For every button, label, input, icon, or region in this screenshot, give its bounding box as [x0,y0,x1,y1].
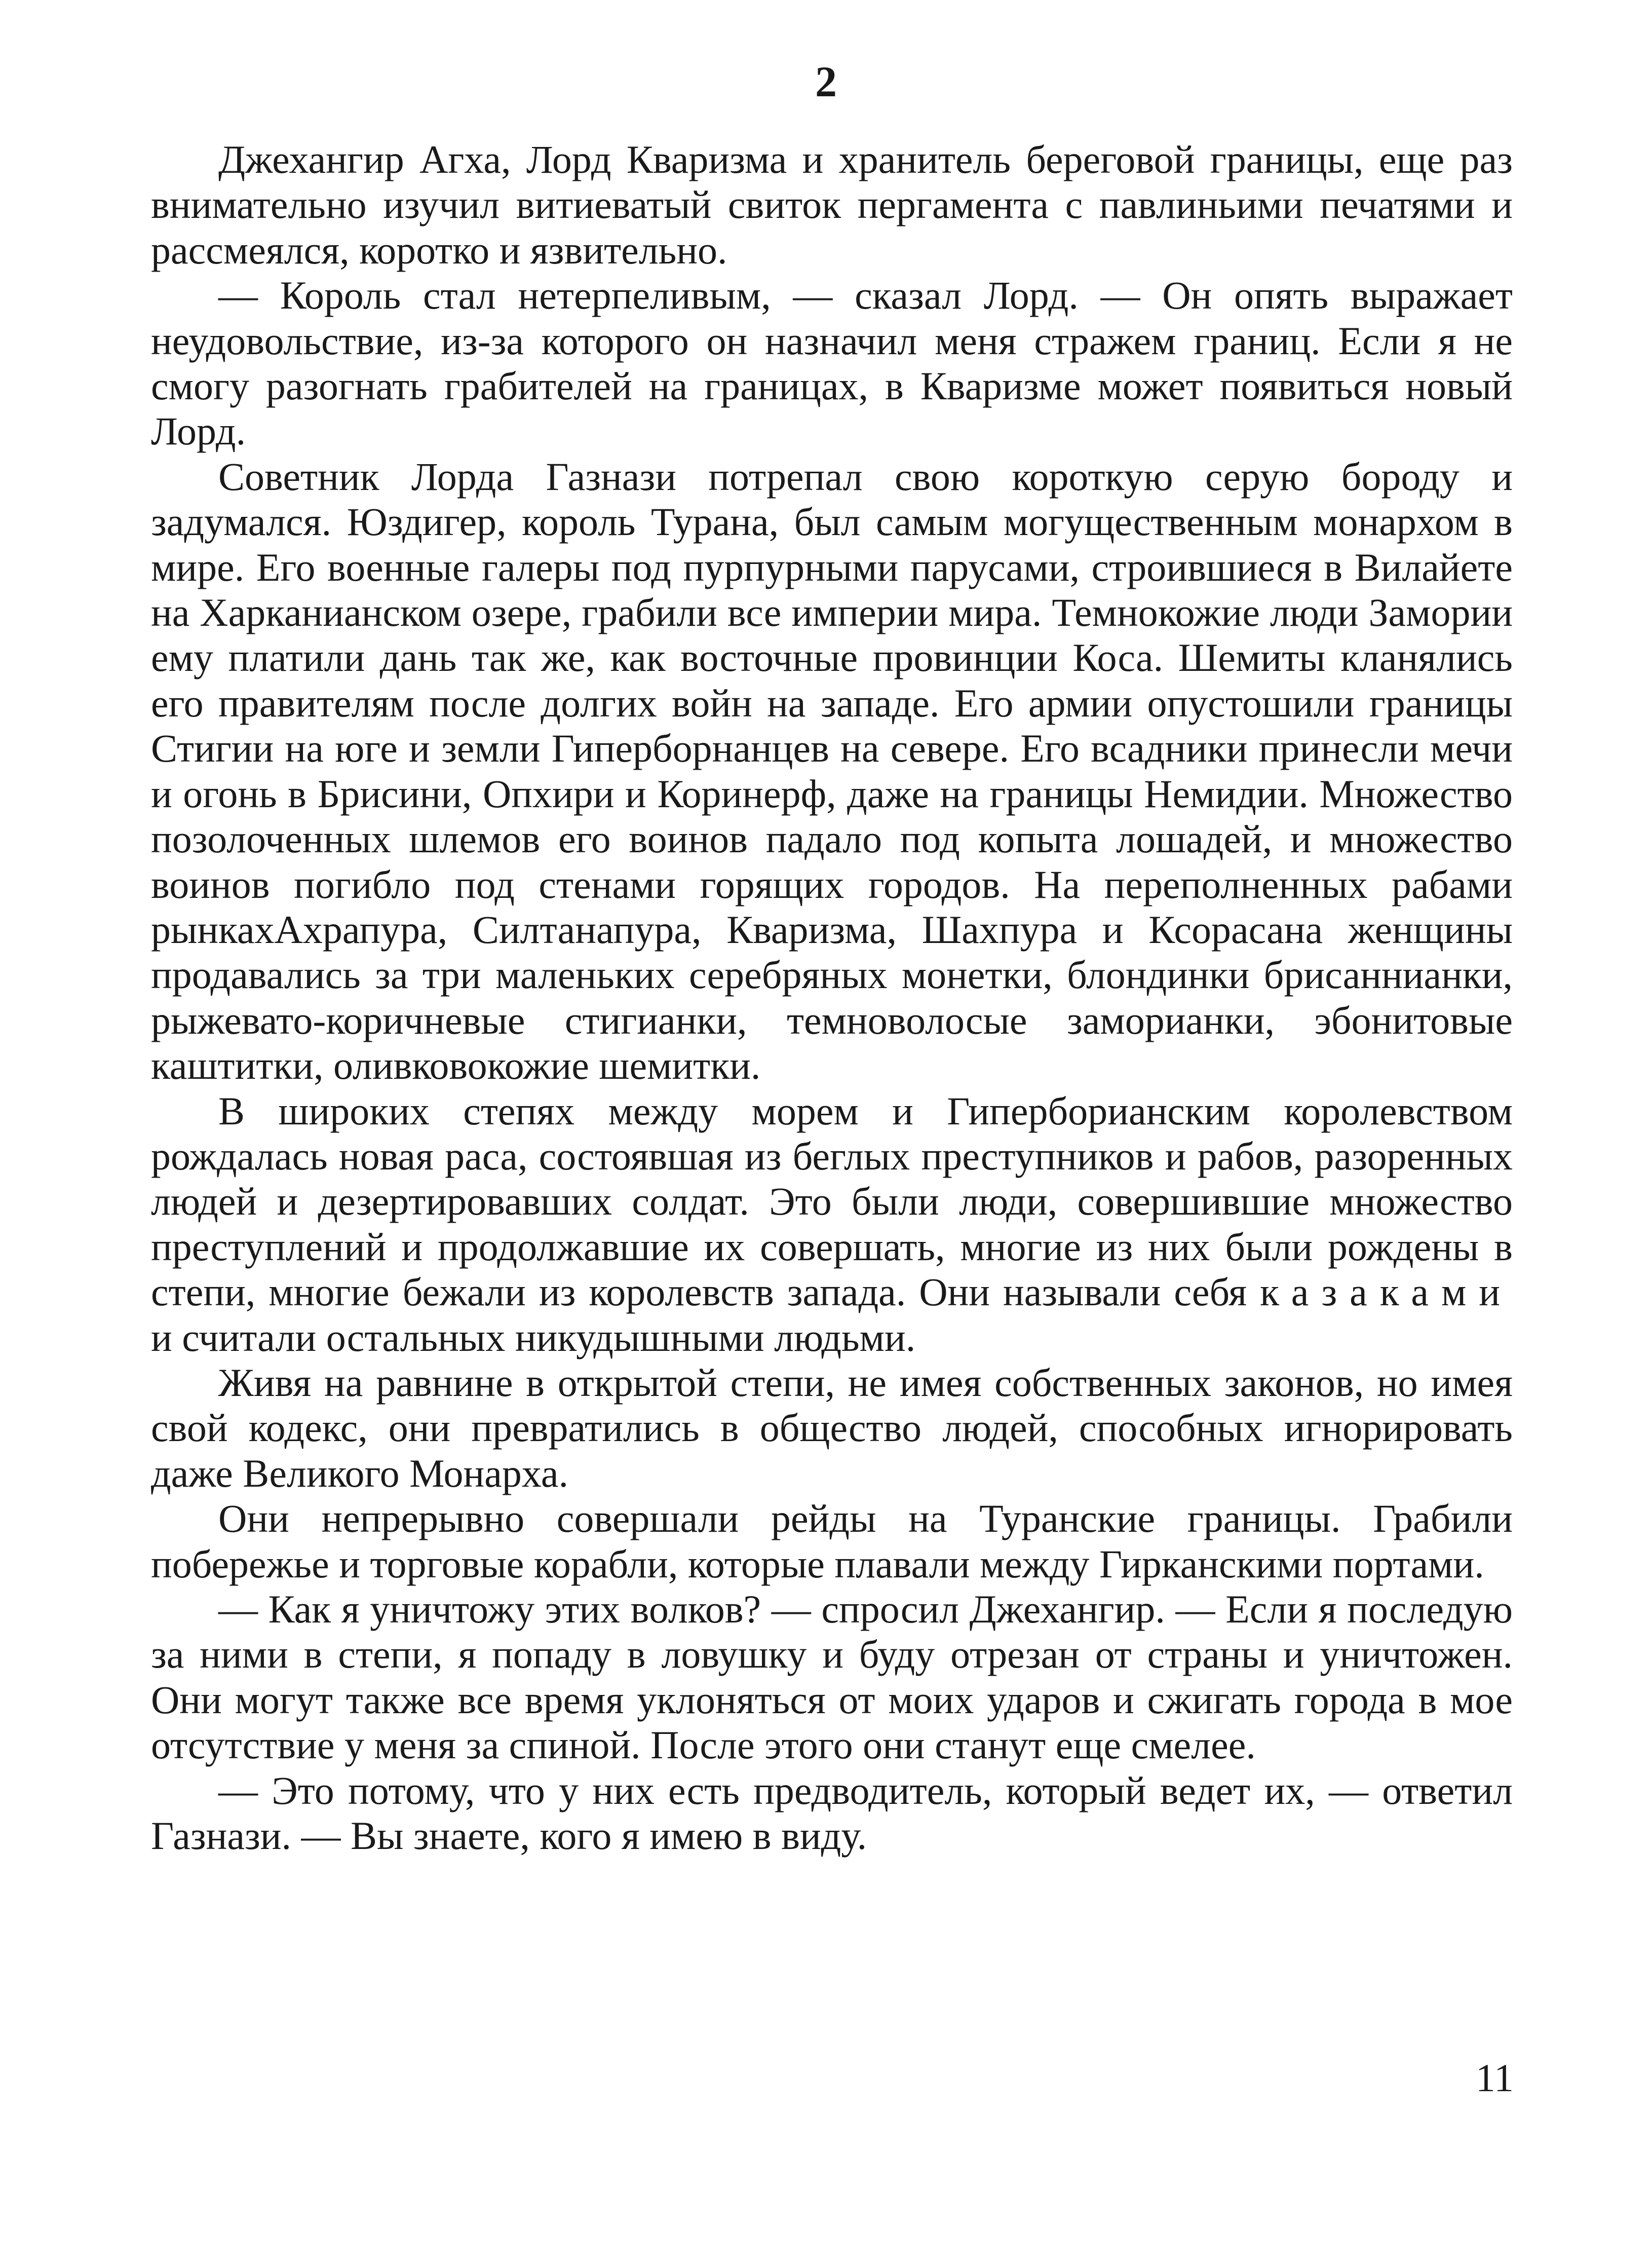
page-number: 11 [1475,2056,1514,2100]
paragraph-4 [151,1088,1513,1360]
paragraph-7: — Как я уничтожу этих волков? — спросил Джехангир. — Если я последую за ними в степи, я попаду в ловушку и буду отрезан от страны и уничтожен. Они могут также все время уклоняться от моих ударов и сжигать города в мое отсутствие у меня за спиной. После этого они станут еще смелее. [151,1587,1513,1767]
paragraph-2: — Король стал нетерпеливым, — сказал Лорд. — Он опять выражает неудовольствие, из-за которого он назначил меня стражем границ. Если я не смогу разогнать грабителей на границах, в Кваризме может появиться новый Лорд. [151,273,1513,454]
paragraph-6: Они непрерывно совершали рейды на Туранские границы. Грабили побережье и торговые корабли, которые плавали между Гирканскими портами. [151,1496,1513,1586]
paragraph-8: — Это потому, что у них есть предводитель, который ведет их, — ответил Газнази. — Вы знаете, кого я имею в виду. [151,1768,1513,1858]
emphasized-word: казаками [1260,1270,1513,1314]
text-body [151,137,1513,1858]
paragraph-5: Живя на равнине в открытой степи, не имея собственных законов, но имея свой кодекс, они превратились в общество людей, способных игнорировать даже Великого Монарха. [151,1360,1513,1495]
chapter-number: 2 [815,57,837,106]
paragraph-3: Советник Лорда Газнази потрепал свою короткую серую бороду и задумался. Юздигер, король Турана, был самым могущественным монархом в мире. Его военные галеры под пурпурными парусами, строившиеся в Вилайете на Харканианском озере, грабили все империи мира. Темнокожие люди Замории ему платили дань так же, как восточные провинции Коса. Шемиты кланялись его правителям после долгих войн на западе. Его армии опустошили границы Стигии на юге и земли Гиперборнанцев на севере. Его всадники принесли мечи и огонь в Брисини, Опхири и Коринерф, даже на границы Немидии. Множество позолоченных шлемов его воинов падало под копыта лошадей, и множество воинов погибло под стенами горящих городов. На переполненных рабами рынкахАхрапура, Силтанапура, Кваризма, Шахпура и Ксорасана женщины продавались за три маленьких серебряных монетки, блондинки брисаннианки, рыжевато-коричневые стигианки, темноволосые заморианки, эбонитовые каштитки, оливковокожие шемитки. [151,454,1513,1088]
paragraph-1: Джехангир Агха, Лорд Кваризма и хранитель береговой границы, еще раз внимательно изучил витиеватый свиток пергамента с павлиньими печатями и рассмеялся, коротко и язвительно. [151,137,1513,272]
paragraph-4-tail: и считали остальных никудышными людьми. [151,1315,916,1359]
paragraph-4-text: В широких степях между морем и Гиперборианским королевством рождалась новая раса, состоявшая из беглых преступников и рабов, разоренных людей и дезертировавших солдат. Это были люди, совершившие множество преступлений и продолжавшие их совершать, многие из них были рождены в степи, многие бежали из королевств запада. Они называли себя [151,1088,1513,1314]
